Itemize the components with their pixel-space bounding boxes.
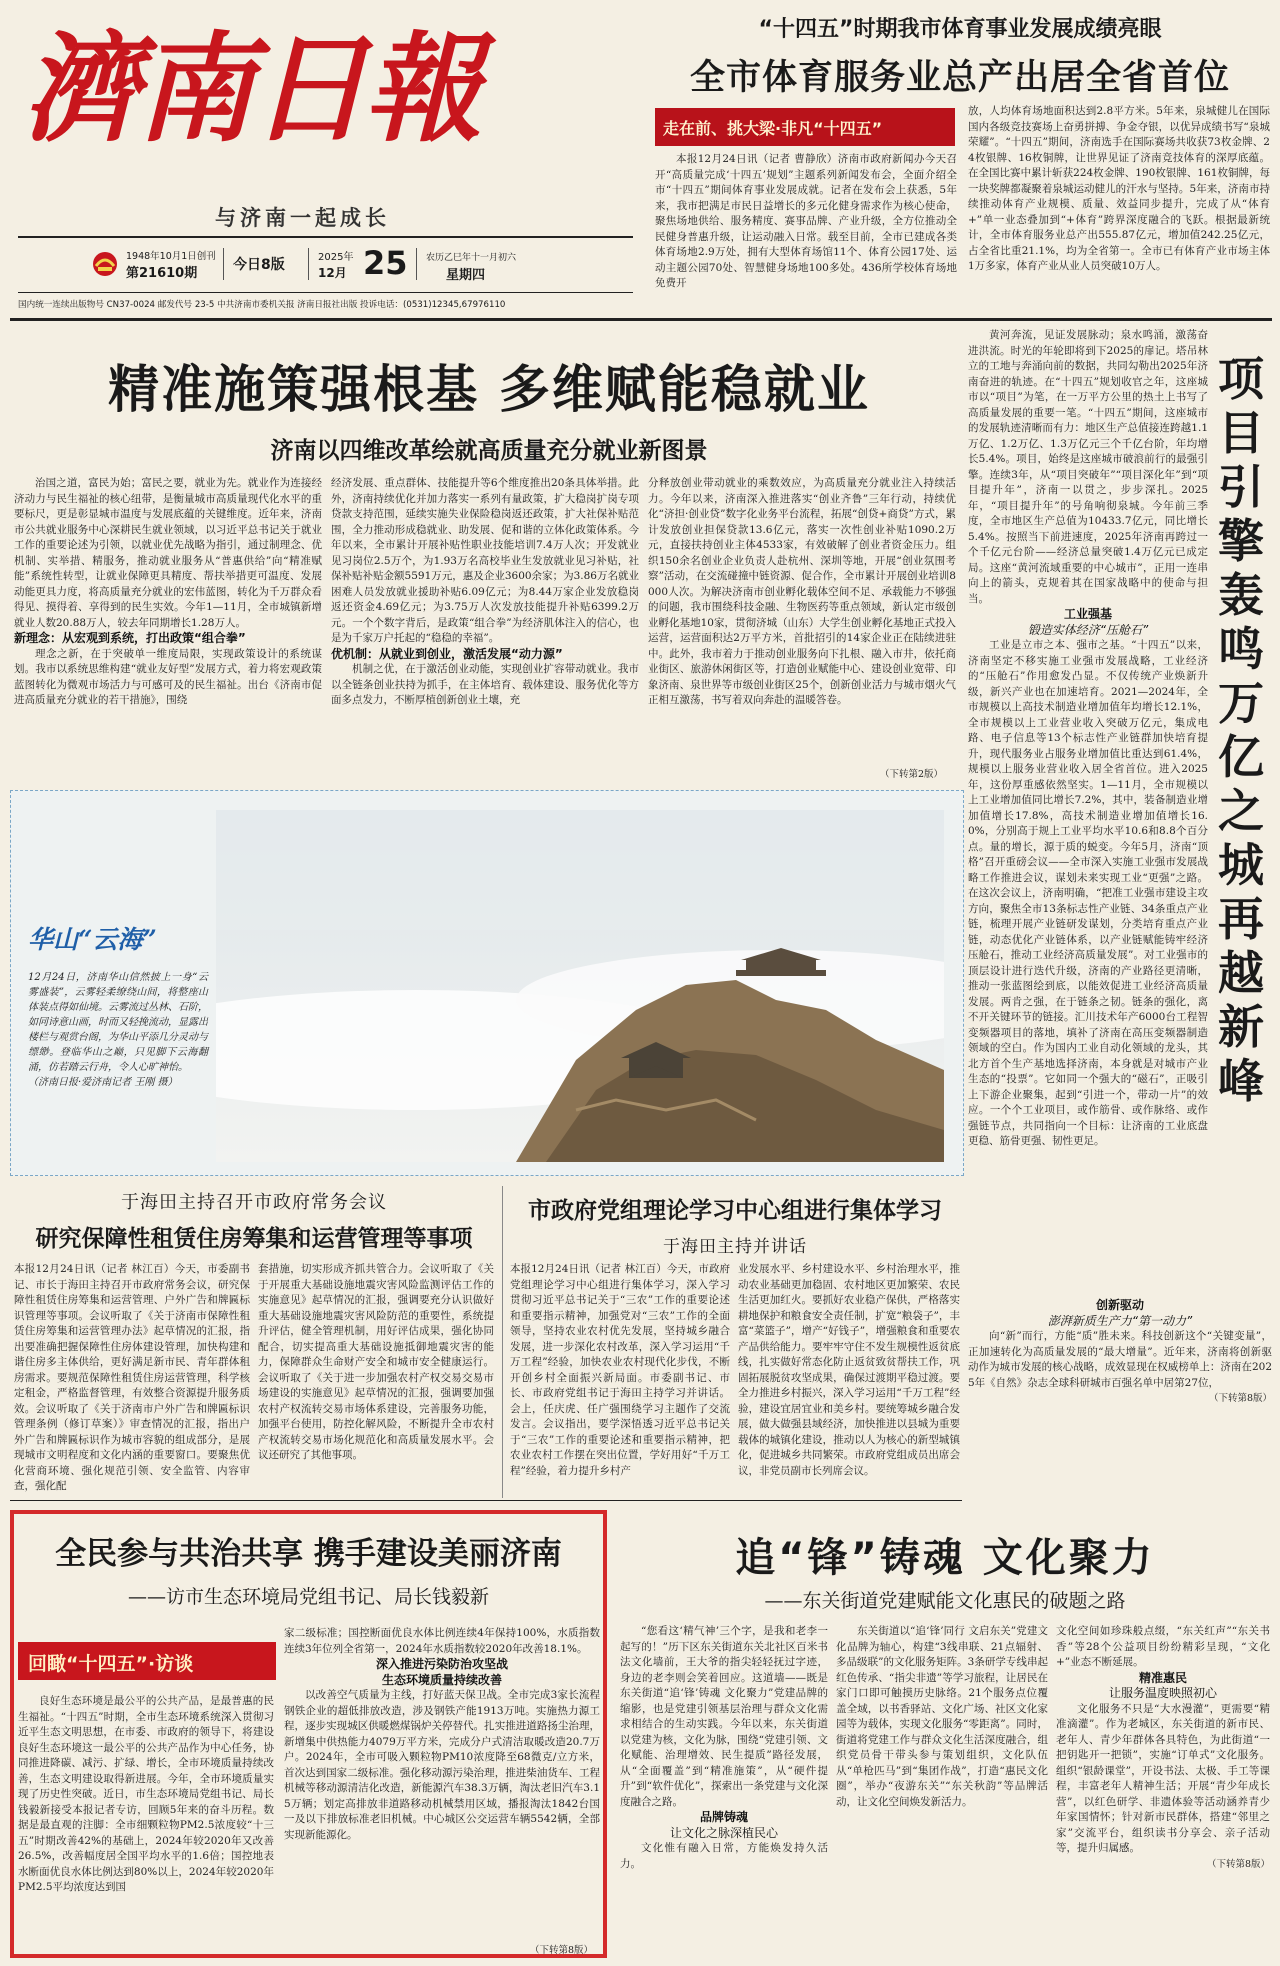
photo-credit: （济南日报·爱济南记者 王刚 摄） xyxy=(28,1077,178,1088)
interview-sub1b: 生态环境质量持续改善 xyxy=(381,1672,502,1687)
masthead-slogan: 与济南一起成长 xyxy=(215,206,390,230)
culture-col1: “您看这‘精气神’三个字，是我和老李一起写的！”历下区东关街道东关北社区百米书法文化墙前，王大爷的指尖轻轻抚过字迹，身边的老李则会笑着回应。这道墙——既是东关街道“追‘锋’铸魂 文化聚力”党建品牌的缩影，也是党建引领基层治理与群众文化需求相结合的生动实践。今年以来，东关街道以党建为核，文化为脉，围绕“党建引领、文化赋能、治理增效、民生提质”路径发展，从“全面覆盖”到“精准施策”，从“硬件提升”到“软件优化”，探索出一条党建与文化深度融合之路。 品牌铸魂 让文化之脉深植民心 文化惟有融入日常，方能焕发持久活力。 xyxy=(620,1625,828,1870)
top-story-kicker: “十四五”时期我市体育事业发展成绩亮眼 xyxy=(758,17,1162,42)
registry-line: 国内统一连续出版物号 CN37-0024 邮发代号 23-5 中共济南市委机关报 济南日报社出版 投诉电话：(0531)12345,67976110 xyxy=(18,300,506,310)
culture-continued: （下转第8版） xyxy=(1206,1858,1270,1870)
top-story-banner xyxy=(655,108,955,146)
interview-subhead: ——访市生态环境局党组书记、局长钱毅新 xyxy=(127,1586,489,1608)
right-sub2: 创新驱动 xyxy=(1095,1298,1144,1312)
right-sub2b: 澎湃新质生产力“第一动力” xyxy=(1047,1313,1193,1328)
interview-sub1: 深入推进污染防治攻坚战 xyxy=(375,1657,508,1671)
issue-month: 12月 xyxy=(318,266,347,280)
edition-count: 今日8版 xyxy=(233,257,285,273)
photo-yunhai xyxy=(216,810,944,1162)
culture-headline: 追“锋”铸魂 文化聚力 xyxy=(735,1535,1155,1581)
culture-sub1: 品牌铸魂 xyxy=(699,1810,748,1824)
right-continued: （下转第8版） xyxy=(1208,1393,1272,1404)
interview-continued: （下转第8版） xyxy=(530,1945,594,1956)
culture-sub2: 精准惠民 xyxy=(1138,1670,1187,1685)
lead-subhead: 济南以四维改革绘就高质量充分就业新图景 xyxy=(270,438,708,464)
culture-col2: 东关街道以“追‘锋’同行 文启东关”党建文化品牌为轴心，构建“3线串联、21点辐射、多品级联”的文化服务矩阵。3条研学专线串起红色传承、“指尖非遗”等学习旅程，让居民在家门口即可触摸历史脉络。21个服务点位覆盖全域，以书香驿站、文化广场、社区文化家园等为载体，实现文化服务“零距离”。同时，街道将党建工作与群众文化生活深度融合，组织党员骨干带头参与策划组织，文化队伍从“单枪匹马”到“集团作战”，打造“惠民文化圈”，举办“夜游东关”“东关秋韵”等品牌活动，让文化空间焕发新活力。 xyxy=(836,1625,1048,1808)
right-sub1b: 锻造实体经济“压舱石” xyxy=(1027,622,1149,637)
meeting2-headline: 市政府党组理论学习中心组进行集体学习 xyxy=(528,1198,942,1224)
issue-year: 2025年 xyxy=(318,252,354,263)
photo-title: 华山“云海” xyxy=(28,925,157,954)
meeting1-col1: 本报12月24日讯（记者 林江百）今天，市委副书记、市长于海田主持召开市政府常务会议，研究保障性租赁住房筹集和运营管理、户外广告和牌匾标识管理等事项。会议听取了《关于济南市保障性租赁住房筹集和运营管理办法》起草情况的汇报，指出要准确把握保障性住房体建设管理，加快构建和谐住房多主体供给，更好满足新市民、青年群体租房需求。要规范保障性租赁住房运营管理，科学核定租金，严格监督管理，有效整合资源提升服务质效。会议听取了《关于济南市户外广告和牌匾标识管理条例（修订草案）》审查情况的汇报，指出户外广告和牌匾标识作为城市容貌的组成部分，是展现城市文明程度和文化内涵的重要窗口。要聚焦优化营商环境、强化规范引领、安全监管、内容审查，强化配 xyxy=(14,1263,250,1492)
meeting2-col2: 业发展水平、乡村建设水平、乡村治理水平，推动农业基础更加稳固、农村地区更加繁荣、农民生活更加红火。要抓好农业稳产保供，严格落实耕地保护和粮食安全责任制，扩宽“粮袋子”，丰富“菜篮子”，增产“好钱子”，增强粮食和重要农产品供给能力。要牢牢守住不发生规模性返贫底线，扎实做好常态化防止返贫致贫帮扶工作，巩固拓展脱贫攻坚成果，确保过渡期平稳过渡。要全力推进乡村振兴，深入学习运用“千万工程”经验，建设宜居宜业和美乡村。要统筹城乡融合发展，做大做强县域经济，加快推进以县城为重要载体的城镇化建设，推动以人为核心的新型城镇化，促进城乡共同繁荣。市政府党组成员出席会议，非党员副市长列席会议。 xyxy=(738,1263,960,1477)
top-story-col2: 放，人均体育场地面积达到2.8平方米。5年来，泉城健儿在国际国内各级竞技赛场上奋勇拼搏、争金夺银，以优异成绩书写“泉城荣耀”。“十四五”期间，济南选手在国际赛场共收获73枚金牌、24枚银牌、16枚铜牌，让世界见证了济南竞技体育的深厚底蕴。在全国比赛中累计斩获224枚金牌、190枚银牌、161枚铜牌，每一块奖牌都凝聚着泉城运动健儿的汗水与坚持。5年来，济南市持续推动体育产业规模、质量、效益同步提升，完成了从“体育+”单一业态叠加到“+体育”跨界深度融合的飞跃。根据最新统计，全市体育服务业总产出555.87亿元，增加值242.25亿元，占全省比重21.1%，均为全省第一。全市已有体育产业市场主体1万多家，体育产业从业人员突破10万人。 xyxy=(968,105,1270,272)
right-col-lower: 创新驱动 澎湃新质生产力“第一动力” 向“新”而行，方能“质”胜未来。科技创新这个“关键变量”，正加速转化为高质量发展的“最大增量”。近年来，济南将创新驱动作为城市发展的核心战略，成效显现在权威榜单上：济南在2025年《自然》杂志全球科研城市百强名单中居第27位， （下转第8版） xyxy=(968,1298,1272,1522)
meeting1-col2: 套措施，切实形成齐抓共管合力。会议听取了《关于开展重大基础设施地震灾害风险监测评估工作的实施意见》起草情况的汇报，强调要充分认识做好重大基础设施地震灾害风险防范的重要性，系统提升评估，健全管理机制，用好评估成果，强化协同配合，切实提高重大基础设施抵御地震灾害的能力，保障群众生命财产安全和城市安全健康运行。会议听取了《关于进一步加强农村产权交易交易市场建设的实施意见》起草情况的汇报，强调要加强农村产权流转交易市场体系建设，完善服务功能，加强平台使用，防控化解风险，不断提升全市农村产权流转交易市场化规范化和高质量发展水平。会议还研究了其他事项。 xyxy=(258,1263,494,1461)
photo-caption: 12月24日，济南华山信然披上一身“云雾盛装”，云雾轻柔缭绕山间，将整座山体装点得如仙境。云雾流过丛林、石阶，如同诗意山画，时而又轻挽流动，显露出楼栏与观赏台阁，为华山平添几分灵动与缥缈。登临华山之巅，只见脚下云海翻涌，仿若踏云行舟，令人心旷神怡。 （济南日报·爱济南记者 王刚 摄） xyxy=(28,972,208,1088)
banner-text: 走在前、挑大梁·非凡“十四五” xyxy=(663,119,883,138)
meeting1-kicker: 于海田主持召开市政府常务会议 xyxy=(121,1192,387,1213)
meeting2-kicker: 于海田主持并讲话 xyxy=(663,1237,807,1257)
culture-subhead: ——东关街道党建赋能文化惠民的破题之路 xyxy=(764,1590,1126,1612)
culture-sub1b: 让文化之脉深植民心 xyxy=(669,1825,778,1840)
lead-col3: 分释放创业带动就业的乘数效应，为高质量充分就业注入持续活力。今年以来，济南深入推进落实“创业齐鲁”三年行动，持续优化“济担·创业贷”数字化业务平台流程，拓展“创贷+商贷”方式，累计发放创业担保贷款13.6亿元，落实一次性创业补贴1090.2万元，直接扶持创业主体4533家，有效破解了创业者资金压力。组织150余名创业企业负责人赴杭州、深圳等地，开展“创业氛围考察”活动，在交流碰撞中链资源、促合作，全市累计开展创业培训8000人次。为解决济南市创业孵化载体空间不足、承载能力不够强的问题，我市围绕科技金融、生物医药等重点领域，新认定市级创业孵化基地10家，贯彻济城（山东）大学生创业孵化基地正式投入运营，运营面积达2万平方米，首批招引的14家企业正在陆续进驻中。此外，我市着力于推动创业服务向下扎根、融入市井，依托商业街区、旅游休闲街区等，打造创业赋能中心、建设创业宽带、印象济南、泉世界等市级创业街区25个，创新创业活力与城市烟火气正相互激荡，书写着双向奔赴的温暖答卷。 xyxy=(648,477,956,706)
right-sub1: 工业强基 xyxy=(1063,607,1112,621)
meeting1-headline: 研究保障性租赁住房筹集和运营管理等事项 xyxy=(35,1226,473,1252)
founded-date: 1948年10月1日创刊 xyxy=(126,251,216,262)
lead-col1: 治国之道，富民为始；富民之要，就业为先。就业作为连接经济动力与民生福祉的核心纽带，是衡量城市高质量现代化水平的重要标尺，更是彰显城市温度与发展底蕴的关键维度。近年来，济南市公共就业服务中心深耕民生就业领域，以习近平总书记关于就业工作的重要论述为引领，以就业优先战略为指引，通过制理念、优机制、实举措、精服务，推动就业服务从“普惠供给”向“精准赋能”系统性转型，让就业保障更具精度、帮扶举措更可温度、发展动能更具力度，将高质量充分就业的宏伟蓝图，转化为千万群众看得见、摸得着、享得到的民生实效。今年1—11月，全市城镇新增就业人数20.88万人，较去年同期增长1.28万人。 新理念：从宏观到系统，打出政策“组合拳” 理念之新，在于突破单一维度局限，实现政策设计的系统谋划。我市以系统思维构建“就业友好型”发展方式，着力将宏观政策蓝图转化为微观市场活力与可感可及的民生福祉。出台《济南市促进高质量充分就业的若干措施》，围绕 xyxy=(14,477,322,706)
interview-banner-text: 回瞰“十四五”·访谈 xyxy=(28,1653,194,1675)
culture-col3: 文化空间如珍珠般点缀，“东关红声”“东关书香”等28个公益项目纷纷精彩呈现，“文化+”业态不断延展。 精准惠民 让服务温度映照初心 文化服务不只是“大水漫灌”，更需要“精准滴灌”。作为老城区，东关街道的新市民、老年人、青少年群体各具特色，为此街道“一把钥匙开一把锁”，实施“订单式”文化服务。组织“银龄课堂”，开设书法、太极、手工等课程，丰富老年人精神生活；开展“青少年成长营”，以红色研学、非遗体验等活动涵养青少年家国情怀；针对新市民群体，搭建“邻里之家”交流平台，组织读书分享会、亲子活动等，提升归属感。 （下转第8版） xyxy=(1056,1624,1270,1958)
interview-col1: 良好生态环境是最公平的公共产品，是最普惠的民生福祉。“十四五”时期，全市生态环境系统深入贯彻习近平生态文明思想，在市委、市政府的领导下，将建设良好生态环境这一最公平的公共产品作为中心任务，协同推进降碳、减污、扩绿、增长，全市环境质量持续改善，生态文明建设取得新进展。今年，全市环境质量实现了历史性突破。近日，市生态环境局党组书记、局长钱毅新接受本报记者专访，回顾5年来的奋斗历程。数据是最直观的注脚：全市细颗粒物PM2.5浓度较“十三五”时期改善42%的基础上，2024年较2020年又改善26.5%，改善幅度居全国平均水平的1.6倍；国控地表水断面优良水体比例达到80%以上，2024年较2020年PM2.5平均浓度达到国 xyxy=(18,1695,274,1893)
interview-banner xyxy=(18,1642,276,1680)
interview-col2: 家二级标准；国控断面优良水体比例连续4年保持100%，水质指数连续3年位列全省第一，2024年水质指数较2020年改善18.1%。 深入推进污染防治攻坚战 生态环境质量持续改善 以改善空气质量为主线，打好蓝天保卫战。全市完成3家长流程钢铁企业的超低排放改造，涉及钢铁产能1913万吨。实施热力源工程，逐步实现城区供暖燃煤锅炉关停替代。扎实推进道路扬尘治理，新增集中供热能力4079万平方米，完成分户式清洁取暖改造20.7万户。2024年，全市可吸入颗粒物PM10浓度降至68微克/立方米，首次达到国家二级标准。强化移动源污染治理，推进柴油货车、工程机械等移动源清洁化改造，新能源汽车38.3万辆，淘汰老旧汽车3.15万辆；划定高排放非道路移动机械禁用区域，播报淘汰1842台国一及以下排放标准老旧机械。中心城区公交运营车辆5542辆，全部实现新能源化。 xyxy=(284,1627,600,1841)
issue-day: 25 xyxy=(363,244,408,282)
right-headline: 项目引擎轰鸣 万亿之城再越新峰 xyxy=(1218,352,1264,1108)
culture-sub2b: 让服务温度映照初心 xyxy=(1108,1686,1217,1700)
lead-col2: 经济发展、重点群体、技能提升等6个维度推出20条具体举措。此外，济南持续优化并加力落实一系列有量政策，扩大稳岗扩岗专项贷款支持范围，延续实施失业保险稳岗返还政策，扩大社保补贴范围，全力推动形成稳就业、助发展、促和谐的立体化政策体系。今年以来，全市累计开展补贴性职业技能培训7.4万人次；开发就业见习岗位2.5万个，为1.93万名高校毕业生发放就业见习补贴，社保补贴补贴金额5591万元，惠及企业3600余家；为3.86万名就业困难人员发放就业援助补贴6.09亿元；为8.44万家企业发放稳岗返还资金4.69亿元；为3.75万人次发放技能提升补贴6399.2万元。一个个数字背后，是政策“组合拳”为经济肌体注入的信心，也是为千家万户托起的“稳稳的幸福”。 优机制：从就业到创业，激活发展“动力源” 机制之优，在于激活创业动能，实现创业扩容带动就业。我市以全链条创业扶持为抓手，在主体培育、载体建设、服务优化等方面多点发力，不断厚植创新创业土壤，充 xyxy=(331,477,639,706)
weekday: 星期四 xyxy=(446,268,486,283)
top-story-headline: 全市体育服务业总产出居全省首位 xyxy=(689,58,1230,98)
lead-sub2: 优机制：从就业到创业，激活发展“动力源” xyxy=(331,646,563,661)
lead-sub1: 新理念：从宏观到系统，打出政策“组合拳” xyxy=(14,631,246,645)
right-col: 黄河奔流，见证发展脉动；泉水鸣涌，激荡奋进洪流。时光的年轮即将到下2025的扉记。塔吊林立的工地与奔涌向前的数据，共同勾勒出2025年济南奋进的轨迹。在“十四五”规划收官之年，这座城市以“项目”为笔，在一万平方公里的热土上书写了高质量发展的重要一笔。“十四五”期间，这座城市的发展轨迹清晰而有力：地区生产总值接连跨越1.1万亿、1.2万亿、1.3万亿元三个千亿台阶，年均增长5.4%。项目，始终是这座城市破浪前行的最强引擎。连续3年，从“项目突破年”“项目深化年”到“项目提升年”，济南一以贯之，步步深扎。2025年，“项目提升年”的号角响彻泉城。今年前三季度，全市地区生产总值为10433.7亿元，同比增长5.4%。按照当下前进速度，2025年济南再跨过一个千亿元台阶——经济总量突破1.4万亿元已成定局。这座“黄河流域重要的中心城市”，正用一连串向上的箭头，克规着其在国家战略中的使命与担当。 工业强基 锻造实体经济“压舱石” 工业是立市之本、强市之基。“十四五”以来，济南坚定不移实施工业强市发展战略，工业经济的“压舱石”作用愈发凸显。不仅传统产业焕新升级，新兴产业也在加速培育。2021—2024年，全市规模以上高技术制造业增加值年均增长12.1%，全市规模以上工业营业收入突破万亿元，集成电路、电子信息等13个标志性产业链群加快培育提升，现代服务业占服务业增加值比重达到61.4%，规模以上服务业营业收入居全省首位。进入2025年，这份厚重感依然坚实。1—11月，全市规模以上工业增加值同比增长7.2%，其中，装备制造业增加值增长17.8%，高技术制造业增加值增长16.0%，分别高于规上工业平均水平10.6和8.8个百分点。量的增长，源于质的蜕变。今年5月，济南“顶格”召开重磅会议——全市深入实施工业强市发展战略工作推进会议，谋划未来实现工业“更强”之路。在这次会议上，济南明确，“把准工业强市建设主攻方向，聚焦全市13条标志性产业链、34条重点产业链，梳理开展产业链研发谋划，分类培育重点产业链，动态优化产业链体系，以产业链赋能铸牢经济压舱石，推动工业经济高质量发展”。对工业强市的顶层设计进行迭代升级，济南的产业路径更清晰，推动一张蓝图绘到底，以能效促进工业经济高质量发展。两肯之强，在于链条之韧。链条的强化，离不开关键环节的链接。汇川技术年产6000台工程智变频器项目的落地，填补了济南在高压变频器制造领域的空白。作为国内工业自动化领域的龙头，其北方首个生产基地选择济南，本身就是对城市产业生态的“投票”。它如同一个强大的“磁石”，正吸引上下游企业聚集，起到“引进一个，带动一片”的效应。一个个工业项目，或作筋骨、或作脉络、或作强链节点，共同指向一个目标：让济南的工业底盘更稳、筋骨更强、韧性更足。 xyxy=(968,329,1208,1147)
interview-headline: 全民参与共治共享 携手建设美丽济南 xyxy=(55,1536,562,1572)
meeting2-col1: 本报12月24日讯（记者 林江百）今天，市政府党组理论学习中心组进行集体学习，深入学习贯彻习近平总书记关于“三农”工作的重要论述和重要指示精神，加强党对“三农”工作的全面领导，坚持农业农村优先发展，坚持城乡融合发展，进一步深化农村改革，深入学习运用“千万工程”经验，加快农业农村现代化步伐，不断开创乡村全面振兴新局面。市委副书记、市长、市政府党组书记于海田主持学习并讲话。会上，任庆虎、任广强围绕学习主题作了交流发言。会议指出，要学深悟透习近平总书记关于“三农”工作的重要论述和重要指示精神，把农业农村工作摆在突出位置，学好用好“千万工程”经验，着力提升乡村产 xyxy=(510,1263,730,1477)
lead-headline: 精准施策强根基 多维赋能稳就业 xyxy=(108,361,870,420)
newspaper-emblem-icon xyxy=(90,250,120,278)
issue-number: 第21610期 xyxy=(126,266,198,281)
lunar-date: 农历乙巳年十一月初六 xyxy=(426,253,517,263)
masthead-info-bar xyxy=(18,244,633,286)
masthead-logo: 濟南日報 xyxy=(22,19,479,158)
top-story-col1: 本报12月24日讯（记者 曹静欣）济南市政府新闻办今天召开“高质量完成‘十四五’规划”主题系列新闻发布会，全面介绍全市“十四五”期间体育事业发展成就。记者在发布会上获悉，5年来，我市把满足市民日益增长的多元化健身需求作为核心使命，聚焦场地供给、服务精度、赛事品牌、产业升级，全方位推动全民健身普惠升级，让运动融入日常。载至目前，全市已建成各类体育场地2.9万处，拥有大型体育场馆11个、体育公园17处、运动主题公园70处、智慧健身场地100多处。436所学校体育场地免费开 xyxy=(655,153,957,289)
lead-continued: （下转第2版） xyxy=(880,769,944,780)
